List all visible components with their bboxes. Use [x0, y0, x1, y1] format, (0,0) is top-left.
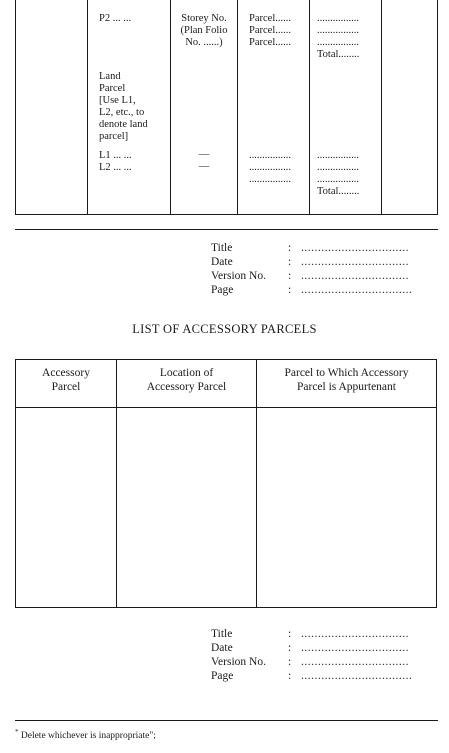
- footnote-marker: *: [15, 728, 19, 736]
- parcel-line: Parcel......: [249, 25, 291, 36]
- header-line: Parcel: [51, 381, 81, 393]
- acc-table-divider-1: [116, 360, 117, 607]
- share-entries-top: [317, 13, 359, 61]
- upper-table-divider-4: [309, 0, 310, 214]
- meta-row-version: [211, 655, 441, 669]
- storey-line: (Plan Folio: [180, 25, 228, 36]
- upper-table-divider-3: [237, 0, 238, 214]
- dot-line: ................: [317, 13, 359, 24]
- meta-colon: :: [288, 628, 292, 640]
- land-parcel-line: Parcel: [99, 83, 126, 94]
- storey-dashes: [171, 149, 237, 173]
- acc-table-divider-2: [256, 360, 257, 607]
- meta-fill-field: .................................: [301, 670, 413, 682]
- land-parcel-line: [Use L1,: [99, 95, 136, 106]
- meta-label: Version No.: [211, 270, 266, 282]
- dash-mark: —: [198, 149, 210, 160]
- dot-line: ................: [317, 37, 359, 48]
- parcel-dot-entries: [249, 150, 291, 186]
- meta-row-page: [211, 669, 441, 683]
- parcel-p2-label: P2 ... ...: [99, 13, 132, 24]
- meta-colon: :: [288, 284, 292, 296]
- meta-row-version: [211, 269, 441, 283]
- footnote-closing: ";: [149, 731, 156, 742]
- meta-label: Version No.: [211, 656, 266, 668]
- acc-table-header-line: [16, 407, 436, 408]
- dot-line: ................: [317, 174, 359, 185]
- upper-table-border-right: [437, 0, 438, 214]
- meta-colon: :: [288, 256, 292, 268]
- meta-row-title: [211, 241, 441, 255]
- parcel-line: Parcel......: [249, 37, 291, 48]
- total-line: Total........: [317, 186, 360, 197]
- land-parcel-line: Land: [99, 71, 121, 82]
- meta-row-title: [211, 627, 441, 641]
- footnote-text: Delete whichever is inappropriate: [20, 731, 150, 742]
- share-entries-bottom: [317, 150, 359, 198]
- meta-label: Date: [211, 642, 233, 654]
- parcel-line: Parcel......: [249, 13, 291, 24]
- accessory-list-title: LIST OF ACCESSORY PARCELS: [132, 322, 317, 336]
- meta-colon: :: [288, 242, 292, 254]
- dot-line: ................: [249, 162, 291, 173]
- footnote-rule: [15, 720, 438, 721]
- dot-line: ................: [317, 150, 359, 161]
- meta-fill-field: ................................: [301, 642, 409, 654]
- header-location: [117, 366, 256, 394]
- meta-fill-field: ................................: [301, 242, 409, 254]
- meta-label: Page: [211, 284, 234, 296]
- meta-row-page: [211, 283, 441, 297]
- meta-colon: :: [288, 656, 292, 668]
- meta-colon: :: [288, 642, 292, 654]
- meta-label: Page: [211, 670, 234, 682]
- dash-mark: —: [198, 161, 210, 172]
- meta-fill-field: ................................: [301, 628, 409, 640]
- land-parcel-line: parcel]: [99, 131, 129, 142]
- header-appurtenant-parcel: [257, 366, 436, 394]
- header-line: Accessory: [42, 367, 90, 379]
- meta-fill-field: ................................: [301, 656, 409, 668]
- upper-table-bottom-line: [15, 214, 438, 215]
- meta-fill-field: ................................: [301, 256, 409, 268]
- meta-colon: :: [288, 670, 292, 682]
- dot-line: ................: [317, 25, 359, 36]
- section-divider-1: [15, 229, 438, 230]
- total-line: Total........: [317, 49, 360, 60]
- land-parcel-entries: [99, 150, 132, 174]
- land-parcel-l2: L2 ... ...: [99, 162, 132, 173]
- header-line: Location of: [159, 367, 214, 379]
- footnote: [15, 726, 156, 742]
- parcel-entries: [249, 13, 291, 49]
- meta-row-date: [211, 255, 441, 269]
- meta-label: Date: [211, 256, 233, 268]
- meta-label: Title: [211, 242, 233, 254]
- storey-line: Storey No.: [181, 13, 227, 24]
- header-accessory-parcel: [16, 366, 116, 394]
- accessory-parcels-table: [15, 359, 437, 608]
- upper-table-border-left: [15, 0, 16, 214]
- storey-line: No. ......): [185, 37, 223, 48]
- header-line: Parcel to Which Accessory: [284, 367, 409, 379]
- meta-row-date: [211, 641, 441, 655]
- dot-line: ................: [249, 150, 291, 161]
- land-parcel-line: L2, etc., to: [99, 107, 145, 118]
- dot-line: ................: [249, 174, 291, 185]
- dot-line: ................: [317, 162, 359, 173]
- header-line: Accessory Parcel: [146, 381, 227, 393]
- upper-table-divider-5: [381, 0, 382, 214]
- header-line: Parcel is Appurtenant: [296, 381, 396, 393]
- storey-number-note: [171, 13, 237, 49]
- meta-colon: :: [288, 270, 292, 282]
- land-parcel-note: [99, 71, 148, 143]
- upper-table-divider-1: [87, 0, 88, 214]
- land-parcel-line: denote land: [99, 119, 148, 130]
- meta-fill-field: ................................: [301, 270, 409, 282]
- meta-label: Title: [211, 628, 233, 640]
- meta-fill-field: .................................: [301, 284, 413, 296]
- land-parcel-l1: L1 ... ...: [99, 150, 132, 161]
